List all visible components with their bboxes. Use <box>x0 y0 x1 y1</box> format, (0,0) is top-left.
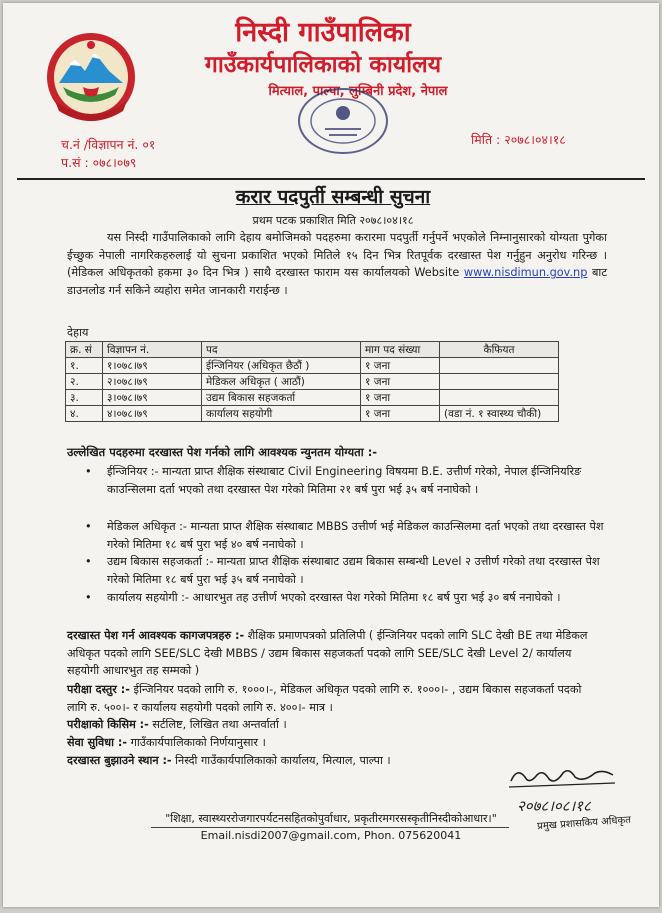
table-cell: १ जना <box>361 406 440 422</box>
table-header-cell: कैफियत <box>440 342 559 358</box>
table-cell: कार्यालय सहयोगी <box>202 406 361 422</box>
table-cell: १ जना <box>361 374 440 390</box>
submit-place-label: दरखास्त बुझाउने स्थान :- <box>67 754 172 767</box>
office-stamp-icon <box>295 85 391 157</box>
qualification-text: मेडिकल अधिकृत :- मान्यता प्राप्त शैक्षिक संस्थाबाट MBBS उत्तीर्ण भई मेडिकल काउन्सिलमा दर्ता भएको तथा दरखास्त पेश गरेको मितिमा १८ बर्ष पुरा भई ४० बर्ष ननाघेको । <box>107 520 604 551</box>
footer-motto: "शिक्षा, स्वास्थ्यररोजगारपर्यटनसहितकोपुर्वाधार, प्रकृतीरमगरसस्कृतीनिस्दीकोआधार।" <box>165 812 497 825</box>
signature-date: २०७८।०८।१८ <box>517 797 591 815</box>
table-cell: उद्यम बिकास सहजकर्ता <box>202 390 361 406</box>
table-cell <box>440 374 559 390</box>
nepal-emblem-icon <box>45 31 137 123</box>
table-cell: ईन्जिनियर (अधिकृत छैठौं ) <box>202 358 361 374</box>
exam-type-label: परीक्षाको किसिम :- <box>67 718 149 731</box>
published-date: प्रथम पटक प्रकाशित मिति २०७८।०४।१८ <box>252 214 414 227</box>
table-cell: २।०७८।७९ <box>103 374 202 390</box>
qualification-text: उद्यम बिकास सहजकर्ता :- मान्यता प्राप्त शैक्षिक संस्थाबाट उद्यम बिकास सम्बन्धी Level २ उत्तीर्ण गरेको तथा दरखास्त पेश गरेको मितिमा १८ बर्ष पुरा भई ३५ बर्ष ननाघेको । <box>107 555 600 586</box>
notice-date: मिति : २०७८।०४।१८ <box>471 132 566 147</box>
table-cell: ३।०७८।७९ <box>103 390 202 406</box>
exam-type-text: सर्टलिष्ट, लिखित तथा अन्तर्वार्ता । <box>152 718 287 731</box>
bullet-icon: • <box>85 520 92 533</box>
intro-text: यस निस्दी गाउँपालिकाको लागि देहाय बमोजिमको पदहरुमा करारमा पदपुर्ती गर्नुपर्ने भएकोले निम्नानुसारको योग्यता पुगेका ईच्छुक नेपाली नागरिकहरुलाई यो सुचना प्रकाशित भएको मितिले १५ दिन भित्र रितपूर्वक दरखास्त पेश गर्नुहुन अनुरोध गरिन्छ । (मेडिकल अधिकृतको हकमा ३० दिन भित्र ) साथै दरखास्त फाराम यस कार्यालयको Website <box>67 231 607 279</box>
table-row <box>66 390 559 406</box>
footer-contact: Email.nisdi2007@gmail.com, Phon. 075620041 <box>200 829 462 842</box>
reference-number: च.नं /विज्ञापन नं. ०१ <box>61 137 156 152</box>
table-header-row <box>66 342 559 358</box>
facility-text: गाउँकार्यपालिकाको निर्णयानुसार । <box>130 736 266 749</box>
intro-paragraph <box>67 229 607 299</box>
office-subtitle: गाउँकार्यपालिकाको कार्यालय <box>204 52 442 78</box>
facility-section <box>67 734 603 752</box>
qualification-item <box>85 518 605 553</box>
table-cell: ४. <box>66 406 103 422</box>
documents-section <box>67 627 603 680</box>
table-cell: १।०७८।७९ <box>103 358 202 374</box>
table-cell: १ जना <box>361 358 440 374</box>
table-cell: १. <box>66 358 103 374</box>
table-cell: २. <box>66 374 103 390</box>
bullet-icon: • <box>85 591 92 604</box>
submit-place-text: निस्दी गाउँकार्यपालिकाको कार्यालय, मित्याल, पाल्पा । <box>175 754 391 767</box>
header-divider <box>17 178 645 180</box>
qualification-item <box>85 553 605 588</box>
table-header-cell: विज्ञापन नं. <box>103 342 202 358</box>
qualification-text: ईन्जिनियर :- मान्यता प्राप्त शैक्षिक संस्थाबाट Civil Engineering विषयमा B.E. उत्तीर्ण गरेको, नेपाल ईन्जिनियरिङ काउन्सिलमा दर्ता भएको तथा दरखास्त पेश गरेको मितिमा २१ बर्ष पुरा भई ३५ बर्ष ननाघेको । <box>107 465 582 496</box>
posts-table <box>65 341 559 422</box>
table-header-cell: माग पद संख्या <box>361 342 440 358</box>
notice-page <box>3 3 659 907</box>
notice-title: करार पदपुर्ती सम्बन्धी सुचना <box>235 186 431 208</box>
website-link[interactable]: www.nisdimun.gov.np <box>463 266 588 279</box>
fiscal-year: प.सं : ०७८।०७९ <box>61 155 137 170</box>
table-cell <box>440 358 559 374</box>
qualification-text: कार्यालय सहयोगी :- आधारभुत तह उत्तीर्ण भएको दरखास्त पेश गरेको मितिमा १८ बर्ष पुरा भई ३० बर्ष ननाघेको । <box>107 591 561 604</box>
table-row <box>66 358 559 374</box>
table-header-cell: क्र. सं <box>66 342 103 358</box>
fee-label: परीक्षा दस्तुर :- <box>67 683 130 696</box>
facility-label: सेवा सुविधा :- <box>67 736 128 749</box>
exam-type-section <box>67 716 603 734</box>
table-cell: मेडिकल अधिकृत ( आठौं) <box>202 374 361 390</box>
table-header-cell: पद <box>202 342 361 358</box>
documents-label: दरखास्त पेश गर्न आवश्यक कागजपत्रहरु :- <box>67 629 245 642</box>
table-cell: १ जना <box>361 390 440 406</box>
footer-divider <box>151 827 509 828</box>
bullet-icon: • <box>85 465 92 478</box>
signatory-title: प्रमुख प्रशासकिय अधिकृत <box>536 814 632 833</box>
qualification-item <box>85 589 605 607</box>
table-row <box>66 406 559 422</box>
table-cell: ३. <box>66 390 103 406</box>
qualification-item <box>85 463 605 498</box>
bullet-icon: • <box>85 555 92 568</box>
office-address: मित्याल, पाल्पा, लुम्बिनी प्रदेश, नेपाल <box>268 84 448 99</box>
table-cell: (वडा नं. १ स्वास्थ्य चौकी) <box>440 406 559 422</box>
qualifications-heading: उल्लेखित पदहरुमा दरखास्त पेश गर्नको लागि आवश्यक न्युनतम योग्यता :- <box>67 445 378 459</box>
table-cell <box>440 390 559 406</box>
documents-text: शैक्षिक प्रमाणपत्रको प्रतिलिपी ( ईन्जिनियर पदको लागि SLC देखी BE तथा मेडिकल अधिकृत पदको लागि SEE/SLC देखी MBBS / उद्यम बिकास सहजकर्ता पदको लागि SEE/SLC देखी Level 2/ कार्यालय सहयोगी आधारभुत तह सम्मको ) <box>67 629 588 677</box>
dehaya-label: देहाय <box>67 326 89 339</box>
table-row <box>66 374 559 390</box>
table-cell: ४।०७८।७९ <box>103 406 202 422</box>
fee-text: ईन्जिनियर पदको लागि रु. १०००।-, मेडिकल अधिकृत पदको लागि रु. १०००।- , उद्यम बिकास सहजकर्ता पदको लागि रु. ५००।- र कार्यालय सहयोगी पदको लागि रु. ४००।- मात्र । <box>67 683 582 714</box>
office-name: निस्दी गाउँपालिका <box>235 17 411 48</box>
fee-section <box>67 681 603 716</box>
intro-text-end: बाट डाउनलोड गर्न सकिने व्यहोरा समेत जानकारी गराईन्छ । <box>67 266 608 297</box>
